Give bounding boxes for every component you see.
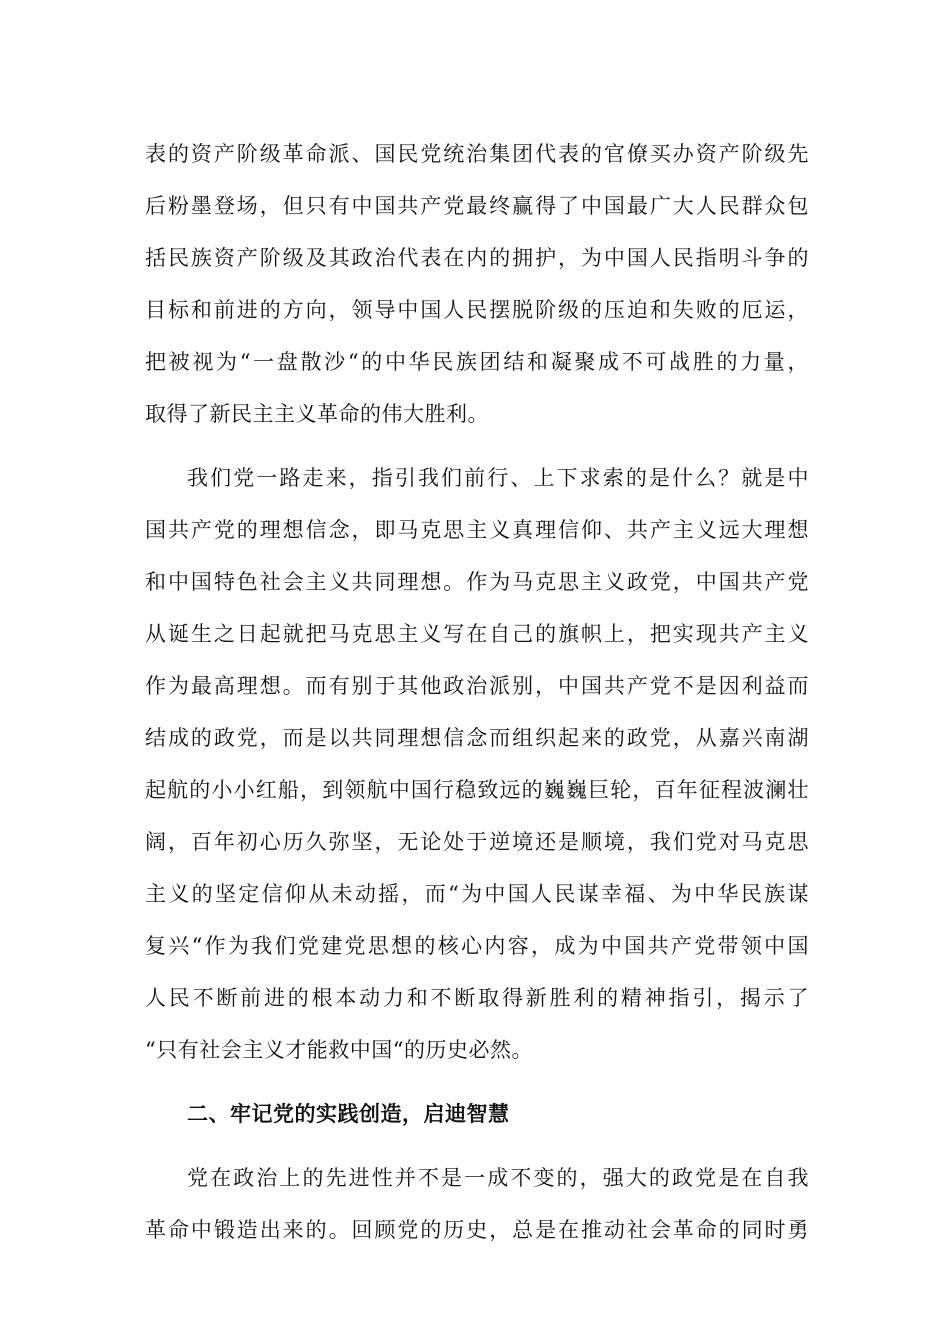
paragraph [145,452,809,1076]
text-line: 革命中锻造出来的。回顾党的历史，总是在推动社会革命的同时勇 [145,1218,809,1242]
text-line: 和中国特色社会主义共同理想。作为马克思主义政党，中国共产党 [145,570,809,594]
text-line: 作为最高理想。而有别于其他政治派别，中国共产党不是因利益而 [145,674,809,698]
text-line: 复兴“作为我们党建党思想的核心内容，成为中国共产党带领中国 [145,934,809,958]
text-line: 结成的政党，而是以共同理想信念而组织起来的政党，从嘉兴南湖 [145,726,809,750]
text-line: 党在政治上的先进性并不是一成不变的，强大的政党是在自我 [187,1166,809,1190]
text-line: 把被视为“一盘散沙“的中华民族团结和凝聚成不可战胜的力量， [145,350,809,374]
text-line: 括民族资产阶级及其政治代表在内的拥护，为中国人民指明斗争的 [145,246,809,270]
text-line: 人民不断前进的根本动力和不断取得新胜利的精神指引，揭示了 [145,986,809,1010]
text-line: 主义的坚定信仰从未动摇，而“为中国人民谋幸福、为中华民族谋 [145,882,809,906]
section-heading-block [145,1088,809,1140]
paragraph [145,1152,809,1256]
text-line: 阔，百年初心历久弥坚，无论处于逆境还是顺境，我们党对马克思 [145,830,809,854]
text-line: 我们党一路走来，指引我们前行、上下求索的是什么？就是中 [187,466,809,490]
text-line: 后粉墨登场，但只有中国共产党最终赢得了中国最广大人民群众包 [145,194,809,218]
text-line: 表的资产阶级革命派、国民党统治集团代表的官僚买办资产阶级先 [145,142,809,166]
text-line: 目标和前进的方向，领导中国人民摆脱阶级的压迫和失败的厄运， [145,298,809,322]
paragraph-spacer [145,440,809,452]
text-line: “只有社会主义才能救中国“的历史必然。 [145,1038,533,1062]
document-body [145,128,809,1256]
paragraph-spacer [145,1140,809,1152]
paragraph-spacer [145,1076,809,1088]
paragraph [145,128,809,440]
text-line: 起航的小小红船，到领航中国行稳致远的巍巍巨轮，百年征程波澜壮 [145,778,809,802]
text-line: 从诞生之日起就把马克思主义写在自己的旗帜上，把实现共产主义 [145,622,809,646]
text-line: 取得了新民主主义革命的伟大胜利。 [145,402,489,426]
text-line: 国共产党的理想信念，即马克思主义真理信仰、共产主义远大理想 [145,518,809,542]
section-heading: 二、牢记党的实践创造，启迪智慧 [187,1101,510,1126]
